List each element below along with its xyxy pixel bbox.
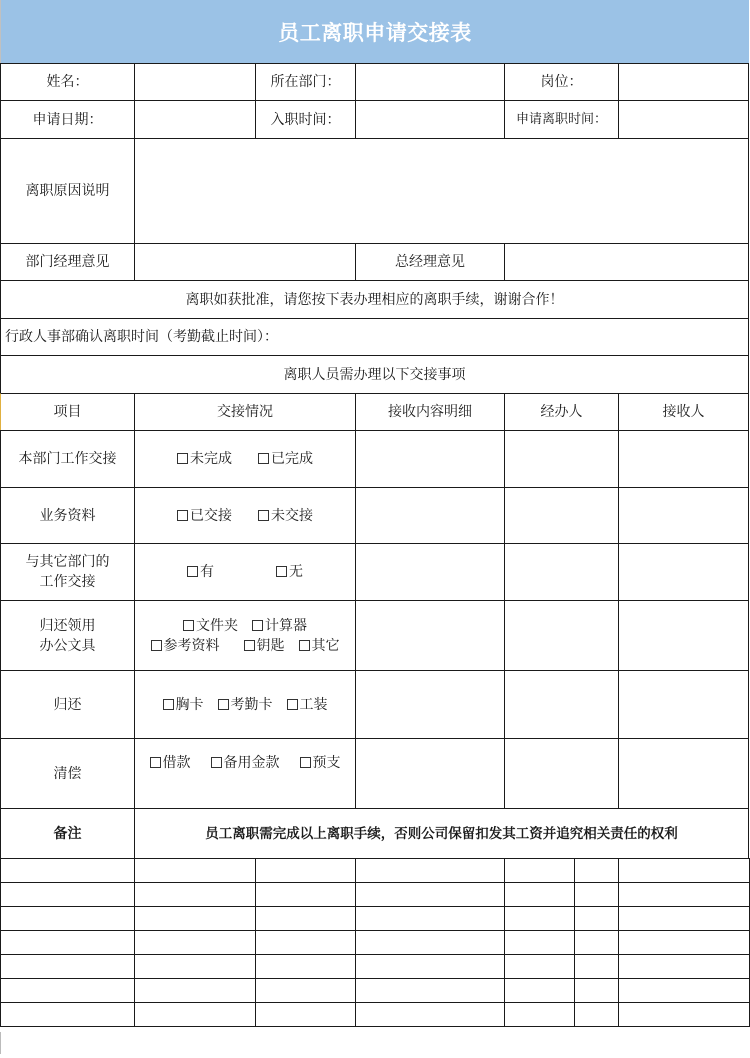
checkbox-option[interactable] bbox=[151, 636, 220, 656]
checkbox-icon bbox=[163, 699, 174, 710]
blank-cell[interactable] bbox=[134, 858, 256, 883]
checkbox-option[interactable] bbox=[287, 695, 328, 715]
blank-cell[interactable] bbox=[134, 930, 256, 955]
blank-cell[interactable] bbox=[255, 930, 356, 955]
name-field[interactable] bbox=[134, 63, 256, 101]
checkbox-option[interactable] bbox=[258, 506, 313, 526]
handler-field[interactable] bbox=[504, 738, 619, 809]
option-label: 已交接 bbox=[190, 507, 232, 524]
checkbox-option[interactable] bbox=[276, 562, 303, 582]
checkbox-option[interactable] bbox=[258, 449, 313, 469]
checkbox-option[interactable] bbox=[163, 695, 204, 715]
checkbox-icon bbox=[183, 620, 194, 631]
item-options bbox=[134, 430, 356, 488]
blank-cell[interactable] bbox=[504, 906, 575, 931]
item-options bbox=[134, 738, 356, 809]
checkbox-icon bbox=[300, 757, 311, 768]
receiver-field[interactable] bbox=[618, 543, 749, 601]
option-label: 考勤卡 bbox=[230, 696, 273, 713]
reason-field[interactable] bbox=[134, 138, 749, 244]
blank-cell[interactable] bbox=[574, 906, 619, 931]
blank-cell[interactable] bbox=[504, 882, 575, 907]
blank-cell[interactable] bbox=[618, 978, 750, 1003]
checkbox-option[interactable] bbox=[177, 449, 232, 469]
sheet-edge bbox=[0, 1032, 1, 1054]
approval-note: 离职如获批准，请您按下表办理相应的离职手续，谢谢合作！ bbox=[0, 280, 749, 319]
checkbox-icon bbox=[258, 510, 269, 521]
dept-manager-field[interactable] bbox=[134, 243, 356, 281]
option-label: 借款 bbox=[162, 755, 191, 771]
header-status: 交接情况 bbox=[134, 393, 356, 431]
blank-cell[interactable] bbox=[255, 1002, 356, 1027]
checkbox-icon bbox=[177, 453, 188, 464]
blank-cell[interactable] bbox=[355, 978, 505, 1003]
option-label: 未交接 bbox=[271, 507, 313, 524]
title-bar bbox=[0, 0, 749, 63]
item-label: 归还领用办公文具 bbox=[0, 600, 135, 671]
item-label: 本部门工作交接 bbox=[0, 430, 135, 488]
checkbox-icon bbox=[151, 640, 162, 651]
name-label: 姓名： bbox=[0, 63, 135, 101]
checkbox-icon bbox=[218, 699, 229, 710]
option-label: 有 bbox=[200, 564, 214, 580]
blank-cell[interactable] bbox=[0, 1002, 135, 1027]
item-label: 业务资料 bbox=[0, 487, 135, 544]
checkbox-option[interactable] bbox=[252, 616, 307, 636]
blank-cell[interactable] bbox=[355, 858, 505, 883]
blank-cell[interactable] bbox=[0, 906, 135, 931]
receiver-field[interactable] bbox=[618, 670, 749, 739]
option-label: 计算器 bbox=[265, 617, 307, 634]
item-label: 清偿 bbox=[0, 738, 135, 809]
blank-cell[interactable] bbox=[255, 858, 356, 883]
item-label: 归还 bbox=[0, 670, 135, 739]
dept-manager-label: 部门经理意见 bbox=[0, 243, 135, 281]
item-label: 与其它部门的工作交接 bbox=[0, 543, 135, 601]
blank-cell[interactable] bbox=[355, 954, 505, 979]
handler-field[interactable] bbox=[504, 670, 619, 739]
option-label: 无 bbox=[289, 564, 303, 580]
checkbox-icon bbox=[276, 566, 287, 577]
gm-label: 总经理意见 bbox=[355, 243, 505, 281]
apply-date-label: 申请日期： bbox=[0, 100, 135, 139]
checkbox-icon bbox=[150, 757, 161, 768]
dept-label: 所在部门： bbox=[255, 63, 356, 101]
blank-cell[interactable] bbox=[134, 978, 256, 1003]
header-handler: 经办人 bbox=[504, 393, 619, 431]
handover-section-title: 离职人员需办理以下交接事项 bbox=[0, 355, 749, 394]
gm-field[interactable] bbox=[504, 243, 749, 281]
blank-cell[interactable] bbox=[255, 882, 356, 907]
blank-cell[interactable] bbox=[0, 930, 135, 955]
option-label: 未完成 bbox=[190, 451, 232, 467]
option-label: 已完成 bbox=[271, 451, 313, 467]
blank-cell[interactable] bbox=[618, 1002, 750, 1027]
blank-cell[interactable] bbox=[134, 906, 256, 931]
checkbox-icon bbox=[177, 510, 188, 521]
handler-field[interactable] bbox=[504, 487, 619, 544]
option-label: 工装 bbox=[299, 696, 328, 713]
option-label: 胸卡 bbox=[175, 696, 204, 713]
option-label: 其它 bbox=[311, 637, 340, 654]
blank-cell[interactable] bbox=[0, 882, 135, 907]
checkbox-option[interactable] bbox=[300, 753, 341, 773]
item-options bbox=[134, 543, 356, 601]
blank-cell[interactable] bbox=[574, 1002, 619, 1027]
blank-cell[interactable] bbox=[355, 906, 505, 931]
option-label: 备用金款 bbox=[223, 755, 280, 771]
receiver-field[interactable] bbox=[618, 600, 749, 671]
blank-cell[interactable] bbox=[618, 858, 750, 883]
detail-field[interactable] bbox=[355, 600, 505, 671]
blank-cell[interactable] bbox=[574, 858, 619, 883]
handler-field[interactable] bbox=[504, 430, 619, 488]
option-label: 钥匙 bbox=[256, 637, 285, 654]
checkbox-option[interactable] bbox=[150, 753, 191, 773]
blank-cell[interactable] bbox=[574, 882, 619, 907]
item-options bbox=[134, 600, 356, 671]
blank-cell[interactable] bbox=[355, 882, 505, 907]
blank-cell[interactable] bbox=[355, 930, 505, 955]
blank-cell[interactable] bbox=[574, 930, 619, 955]
item-options bbox=[134, 670, 356, 739]
blank-cell[interactable] bbox=[618, 882, 750, 907]
apply-date-field[interactable] bbox=[134, 100, 256, 139]
remark-label: 备注 bbox=[0, 808, 135, 859]
checkbox-icon bbox=[299, 640, 310, 651]
hire-date-label: 入职时间： bbox=[255, 100, 356, 139]
checkbox-icon bbox=[187, 566, 198, 577]
checkbox-option[interactable] bbox=[187, 562, 214, 582]
checkbox-option[interactable] bbox=[299, 636, 340, 656]
header-detail: 接收内容明细 bbox=[355, 393, 505, 431]
header-receiver: 接收人 bbox=[618, 393, 749, 431]
hire-date-field[interactable] bbox=[355, 100, 505, 139]
blank-cell[interactable] bbox=[255, 978, 356, 1003]
blank-cell[interactable] bbox=[0, 858, 135, 883]
detail-field[interactable] bbox=[355, 670, 505, 739]
detail-field[interactable] bbox=[355, 430, 505, 488]
dept-field[interactable] bbox=[355, 63, 505, 101]
checkbox-option[interactable] bbox=[211, 753, 280, 773]
blank-cell[interactable] bbox=[618, 954, 750, 979]
checkbox-icon bbox=[258, 453, 269, 464]
position-field[interactable] bbox=[618, 63, 749, 101]
reason-label: 离职原因说明 bbox=[0, 138, 135, 244]
detail-field[interactable] bbox=[355, 543, 505, 601]
blank-cell[interactable] bbox=[355, 1002, 505, 1027]
form-title: 员工离职申请交接表 bbox=[278, 20, 472, 45]
blank-cell[interactable] bbox=[504, 978, 575, 1003]
blank-cell[interactable] bbox=[134, 882, 256, 907]
header-item: 项目 bbox=[0, 393, 135, 431]
checkbox-option[interactable] bbox=[244, 636, 285, 656]
leave-date-label: 申请离职时间： bbox=[504, 100, 619, 139]
blank-cell[interactable] bbox=[618, 930, 750, 955]
blank-cell[interactable] bbox=[255, 906, 356, 931]
blank-cell[interactable] bbox=[504, 954, 575, 979]
receiver-field[interactable] bbox=[618, 487, 749, 544]
detail-field[interactable] bbox=[355, 738, 505, 809]
blank-cell[interactable] bbox=[0, 978, 135, 1003]
blank-cell[interactable] bbox=[574, 954, 619, 979]
checkbox-icon bbox=[211, 757, 222, 768]
receiver-field[interactable] bbox=[618, 738, 749, 809]
option-label: 参考资料 bbox=[163, 637, 220, 654]
item-options bbox=[134, 487, 356, 544]
detail-field[interactable] bbox=[355, 487, 505, 544]
position-label: 岗位： bbox=[504, 63, 619, 101]
blank-cell[interactable] bbox=[134, 954, 256, 979]
blank-cell[interactable] bbox=[618, 906, 750, 931]
blank-cell[interactable] bbox=[255, 954, 356, 979]
leave-date-field[interactable] bbox=[618, 100, 749, 139]
hr-confirm-label: 行政人事部确认离职时间（考勤截止时间）： bbox=[0, 318, 749, 356]
blank-cell[interactable] bbox=[504, 930, 575, 955]
option-label: 文件夹 bbox=[196, 617, 238, 634]
checkbox-icon bbox=[244, 640, 255, 651]
checkbox-option[interactable] bbox=[177, 506, 232, 526]
checkbox-option[interactable] bbox=[218, 695, 273, 715]
option-label: 预支 bbox=[312, 755, 341, 771]
handler-field[interactable] bbox=[504, 600, 619, 671]
blank-cell[interactable] bbox=[504, 1002, 575, 1027]
blank-cell[interactable] bbox=[0, 954, 135, 979]
blank-cell[interactable] bbox=[574, 978, 619, 1003]
checkbox-icon bbox=[252, 620, 263, 631]
blank-cell[interactable] bbox=[134, 1002, 256, 1027]
blank-cell[interactable] bbox=[504, 858, 575, 883]
handler-field[interactable] bbox=[504, 543, 619, 601]
remark-text: 员工离职需完成以上离职手续，否则公司保留扣发其工资并追究相关责任的权利 bbox=[134, 808, 749, 859]
checkbox-icon bbox=[287, 699, 298, 710]
checkbox-option[interactable] bbox=[183, 616, 238, 636]
receiver-field[interactable] bbox=[618, 430, 749, 488]
